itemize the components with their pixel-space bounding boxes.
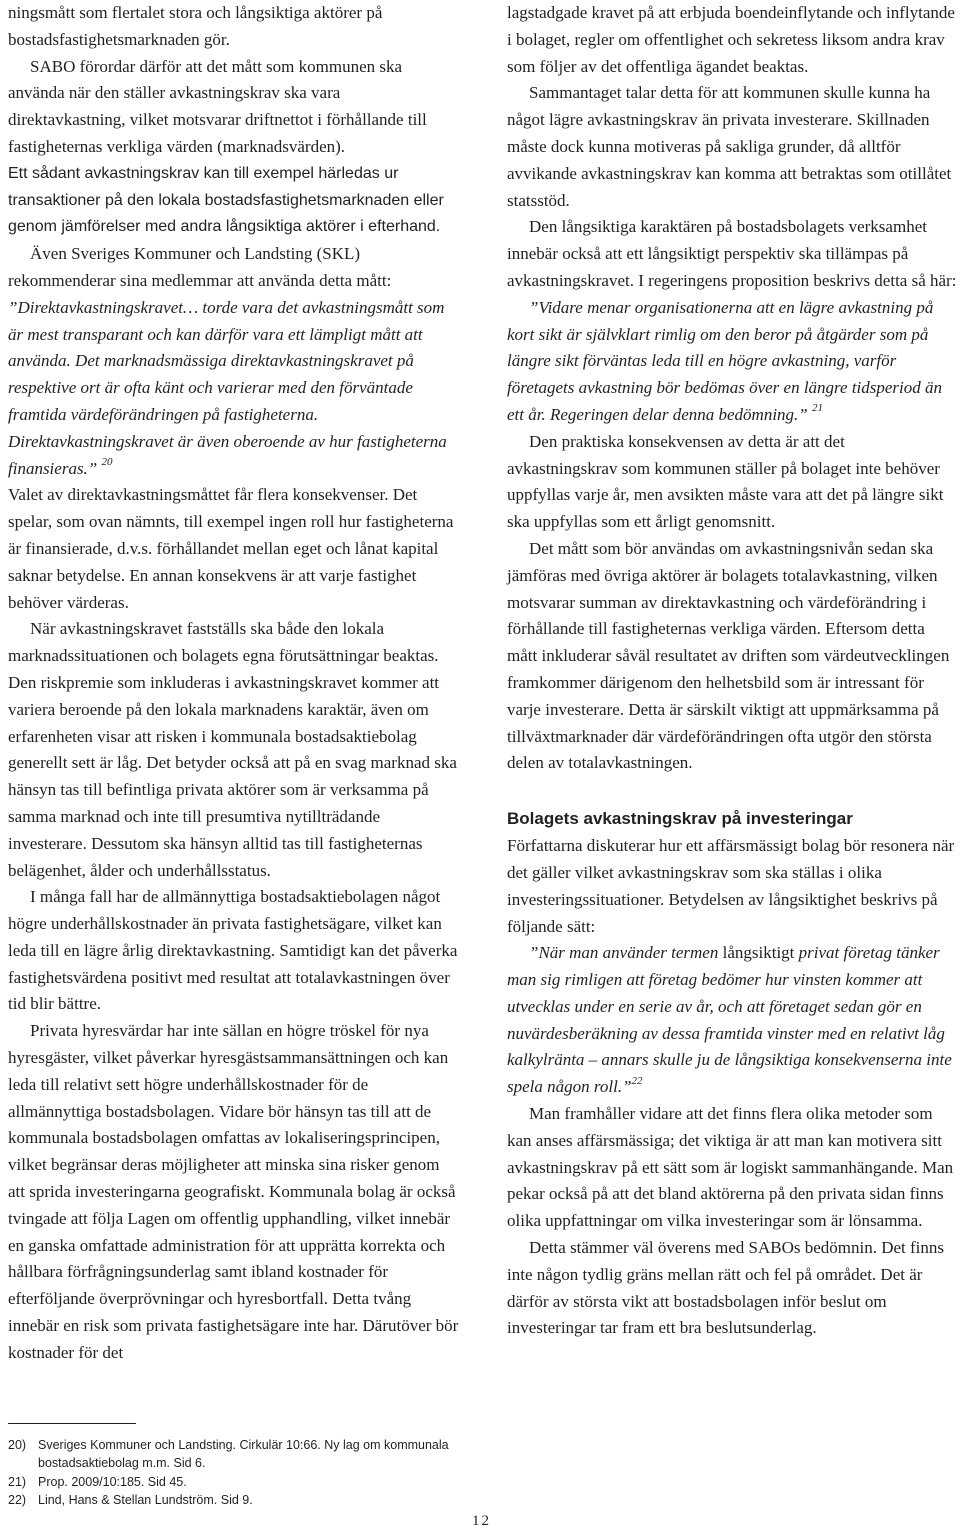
footnote-ref: 20	[101, 455, 113, 468]
body-paragraph: Författarna diskuterar hur ett affärsmässigt bolag bör resonera när det gäller vilket avkastningskrav som ska ställas i olika investeringssituationer. Betydelsen av långsiktighet beskrivs på följande sätt:	[507, 836, 955, 936]
section-heading: Bolagets avkastningskrav på investeringar	[507, 809, 853, 829]
block-quote	[8, 295, 460, 483]
footnotes	[8, 1436, 478, 1510]
quote-text: ”När man använder termen	[529, 943, 719, 963]
footnote-number: 20)	[8, 1438, 27, 1452]
footnote-divider	[8, 1423, 136, 1424]
footnote	[8, 1436, 478, 1473]
body-paragraph: När avkastningskravet fastställs ska både den lokala marknadssituationen och bolagets egna förutsättningar beaktas. Den riskpremie som inkluderas i avkastningskravet kommer att variera beroende på den lokala marknadens karaktär, även om erfarenheten visar att risken i kommunala bostadsaktiebolag generellt sett är låg. Det betyder också att på en svag marknad ska hänsyn tas till befintliga privata aktörer som är verksamma på samma marknad och inte till presumtiva nytillträdande investerare. Dessutom ska hänsyn alltid tas till fastigheternas belägenhet, ålder och underhållsstatus.	[8, 619, 457, 880]
body-paragraph: Valet av direktavkastningsmåttet får flera konsekvenser. Det spelar, som ovan nämnts, till exempel ingen roll hur fastigheterna är finansierade, d.v.s. förhållandet mellan eget och lånat kapital saknar betydelse. En annan konsekvens är att varje fastighet behöver värderas.	[8, 485, 454, 612]
quote-text: ”Direktavkastningskravet… torde vara det avkastningsmått som är mest transparant och kan därför vara ett lämpligt mått att använda. Det marknadsmässiga direktavkastningskravet på respektive ort är ofta känt och varierar med den förväntade framtida värdeförändringen på fastigheterna. Direktavkastningskravet är även oberoende av hur fastigheterna finansieras.”	[8, 297, 447, 478]
footnote	[8, 1491, 478, 1509]
body-paragraph: Man framhåller vidare att det finns flera olika metoder som kan anses affärsmässiga; det viktiga är att man kan motivera sitt avkastningskrav på ett sätt som är logiskt sammanhängande. Man pekar också på att det bland aktörerna på den privata sidan finns olika uppfattningar om vilka investeringar som är lönsamma.	[507, 1104, 954, 1231]
footnote-number: 22)	[8, 1493, 27, 1508]
footnote-text: Lind, Hans & Stellan Lundström. Sid 9.	[38, 1493, 253, 1508]
right-column	[507, 0, 957, 1342]
body-paragraph: SABO förordar därför att det mått som kommunen ska använda när den ställer avkastningskrav ska vara direktavkastning, vilket motsvarar driftnettot i förhållande till fastigheternas verkliga värden (marknadsvärden).	[8, 56, 427, 156]
block-quote	[507, 940, 957, 1101]
body-paragraph: Ett sådant avkastningskrav kan till exempel härledas ur transaktioner på den lokala bostadsfastighetsmarknaden eller genom jämförelser med andra långsiktiga aktörer i efterhand.	[8, 164, 444, 236]
body-paragraph: lagstadgade kravet på att erbjuda boendeinflytande och inflytande i bolaget, regler om offentlighet och sekretess liksom andra krav som följer av det offentliga ägandet beaktas.	[507, 3, 955, 76]
quote-text: ”Vidare menar organisationerna att en lägre avkastning på kort sikt är självklart rimlig om den beror på åtgärder som på längre sikt förväntas leda till en högre avkastning, varför företagets avkastning bör bedömas över en längre tidsperiod än ett år. Regeringen delar denna bedömning.”	[507, 297, 943, 424]
footnote-text: Prop. 2009/10:185. Sid 45.	[38, 1474, 187, 1489]
footnote-ref: 22	[631, 1074, 643, 1087]
body-paragraph: Den praktiska konsekvensen av detta är att det avkastningskrav som kommunen ställer på bolaget inte behöver uppfyllas varje år, men avsikten måste vara att det på längre sikt ska uppfyllas som ett årligt genomsnitt.	[507, 431, 944, 532]
footnote-text: Sveriges Kommuner och Landsting. Cirkulär 10:66. Ny lag om kommunala bostadsaktiebolag m.m. Sid 6.	[38, 1438, 449, 1471]
quote-emphasis: långsiktigt	[722, 943, 795, 963]
block-quote	[507, 295, 957, 429]
footnote-number: 21)	[8, 1474, 27, 1489]
body-paragraph: Privata hyresvärdar har inte sällan en högre tröskel för nya hyresgäster, vilket påverkar hyresgästsammansättningen och kan leda till relativt sett högre underhållskostnader för de allmännyttiga bostadsbolagen. Vidare bör hänsyn tas till att de kommunala bostadsbolagen omfattas av lokaliseringsprincipen, vilket begränsar deras möjligheter att minska sina risker genom att sprida investeringarna geografiskt. Kommunala bolag är också tvingade att följa Lagen om offentlig upphandling, vilket innebär en ganska omfattade administration för att upprätta korrekta och hållbara förfrågningsunderlag samt ibland kostnader för efterföljande överprövningar och hyresbortfall. Detta tvång innebär en risk som privata fastighetsägare inte har. Därutöver bör kostnader för det	[8, 1021, 459, 1362]
body-paragraph: I många fall har de allmännyttiga bostadsaktiebolagen något högre underhållskostnader än privata fastighetsägare, vilket kan leda till en lägre årlig direktavkastning. Samtidigt kan det påverka fastighetsvärdena positivt med resultat att totalavkastningen över tid blir bättre.	[8, 887, 458, 1014]
page-number: 12	[472, 1513, 491, 1529]
body-paragraph: Den långsiktiga karaktären på bostadsbolagets verksamhet innebär också att ett långsiktigt perspektiv ska tillämpas på avkastningskravet. I regeringens proposition beskrivs detta så här:	[507, 217, 957, 290]
body-paragraph: Sammantaget talar detta för att kommunen skulle kunna ha något lägre avkastningskrav än privata investerare. Skillnaden måste dock kunna motiveras på sakliga grunder, då alltför avvikande avkastningskrav kan komma att betraktas som otillåtet statsstöd.	[507, 83, 952, 210]
left-column	[8, 0, 460, 1367]
body-paragraph: Även Sveriges Kommuner och Landsting (SKL) rekommenderar sina medlemmar att använda detta mått:	[8, 244, 392, 290]
footnote	[8, 1473, 478, 1491]
quote-text: privat företag tänker man sig rimligen att företag bedömer hur vinsten kommer att utvecklas under en serie av år, och att företaget sedan gör en nuvärdesberäkning av dessa framtida vinster med en relativt låg kalkylränta – annars skulle ju de långsiktiga konsekvenserna inte spela någon roll.”	[507, 943, 952, 1097]
body-paragraph: ningsmått som flertalet stora och långsiktiga aktörer på bostadsfastighetsmarknaden gör.	[8, 3, 383, 49]
body-paragraph: Det mått som bör användas om avkastningsnivån sedan ska jämföras med övriga aktörer är bolagets totalavkastning, vilken motsvarar summan av direktavkastning och värdeförändring i förhållande till fastigheternas verkliga värden. Eftersom detta mått inkluderar såväl resultatet av driften som värdeutvecklingen framkommer därigenom den helhetsbild som är intressant för varje investerare. Detta är särskilt viktigt att uppmärksamma på tillväxtmarknader där värdeförändringen ofta utgör den största delen av totalavkastningen.	[507, 538, 950, 773]
footnote-ref: 21	[812, 402, 824, 415]
body-paragraph: Detta stämmer väl överens med SABOs bedömnin. Det finns inte någon tydlig gräns mellan rätt och fel på området. Det är därför av största vikt att bostadsbolagen inför beslut om investeringar tar fram ett bra beslutsunderlag.	[507, 1238, 945, 1338]
